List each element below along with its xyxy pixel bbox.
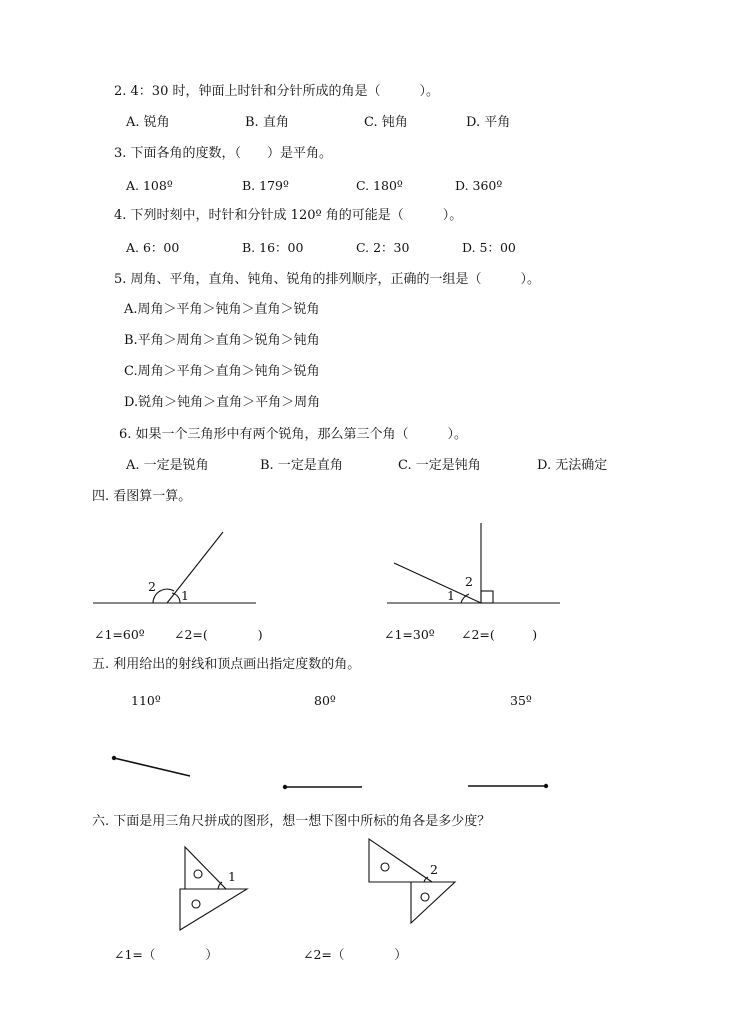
q3-option-d: D. 360º xyxy=(455,178,503,193)
question-6-stem: 6. 如果一个三角形中有两个锐角，那么第三个角（ ）。 xyxy=(119,427,468,442)
ray-110 xyxy=(112,756,190,776)
q2-option-d: D. 平角 xyxy=(466,115,511,130)
q5-option-a: A.周角＞平角＞钝角＞直角＞锐角 xyxy=(124,302,320,317)
fig1-answer-blank: ∠2=( ) xyxy=(174,627,263,642)
fig2-given-angle: ∠1=30º xyxy=(384,627,435,642)
q6-option-a: A. 一定是锐角 xyxy=(126,458,209,473)
set-square-figure-2 xyxy=(369,839,455,923)
angle-label-110: 110º xyxy=(131,693,161,708)
fig1-label-2: 2 xyxy=(148,579,156,594)
fig2-answer-blank: ∠2=( ) xyxy=(461,627,538,642)
q2-option-b: B. 直角 xyxy=(245,115,289,130)
question-5-stem: 5. 周角、平角，直角、钝角、锐角的排列顺序，正确的一组是（ ）。 xyxy=(114,272,541,287)
q6-option-d: D. 无法确定 xyxy=(537,458,608,473)
q4-option-d: D. 5：00 xyxy=(462,240,516,255)
q5-option-d: D.锐角＞钝角＞直角＞平角＞周角 xyxy=(124,395,321,410)
question-4-stem: 4. 下列时刻中，时针和分针成 120º 角的可能是（ ）。 xyxy=(114,208,463,223)
q5-option-b: B.平角＞周角＞直角＞锐角＞钝角 xyxy=(124,333,320,348)
q3-option-b: B. 179º xyxy=(242,178,289,193)
question-3-stem: 3. 下面各角的度数，（ ）是平角。 xyxy=(114,146,333,161)
q6-option-c: C. 一定是钝角 xyxy=(398,458,481,473)
angle-figure-2 xyxy=(387,523,560,603)
s6-fig1-label: 1 xyxy=(228,869,236,884)
angle-label-35: 35º xyxy=(510,693,532,708)
section-4-title: 四. 看图算一算。 xyxy=(92,489,192,504)
q3-option-c: C. 180º xyxy=(356,178,403,193)
ray-80 xyxy=(283,785,362,789)
section-5-title: 五. 利用给出的射线和顶点画出指定度数的角。 xyxy=(92,657,361,672)
q2-option-a: A. 锐角 xyxy=(126,115,170,130)
section-6-title: 六. 下面是用三角尺拼成的图形，想一想下图中所标的角各是多少度？ xyxy=(92,814,491,829)
angle-figure-1 xyxy=(93,532,256,603)
q4-option-c: C. 2：30 xyxy=(356,240,410,255)
q2-option-c: C. 钝角 xyxy=(364,115,408,130)
s6-fig2-label: 2 xyxy=(430,862,438,877)
set-square-figure-1 xyxy=(180,847,247,930)
fig1-label-1: 1 xyxy=(181,588,189,603)
question-2-stem: 2. 4：30 时，钟面上时针和分针所成的角是（ ）。 xyxy=(114,84,439,99)
q4-option-a: A. 6：00 xyxy=(126,240,180,255)
q5-option-c: C.周角＞平角＞直角＞钝角＞锐角 xyxy=(124,364,320,379)
s6-fig1-answer-blank: ∠1=（ ） xyxy=(114,947,218,962)
s6-fig2-answer-blank: ∠2=（ ） xyxy=(303,947,407,962)
angle-label-80: 80º xyxy=(314,693,336,708)
q3-option-a: A. 108º xyxy=(126,178,173,193)
q6-option-b: B. 一定是直角 xyxy=(260,458,343,473)
q4-option-b: B. 16：00 xyxy=(242,240,304,255)
ray-35 xyxy=(468,784,548,788)
fig1-given-angle: ∠1=60º xyxy=(94,627,145,642)
fig2-label-2: 2 xyxy=(465,574,473,589)
fig2-label-1: 1 xyxy=(447,588,455,603)
